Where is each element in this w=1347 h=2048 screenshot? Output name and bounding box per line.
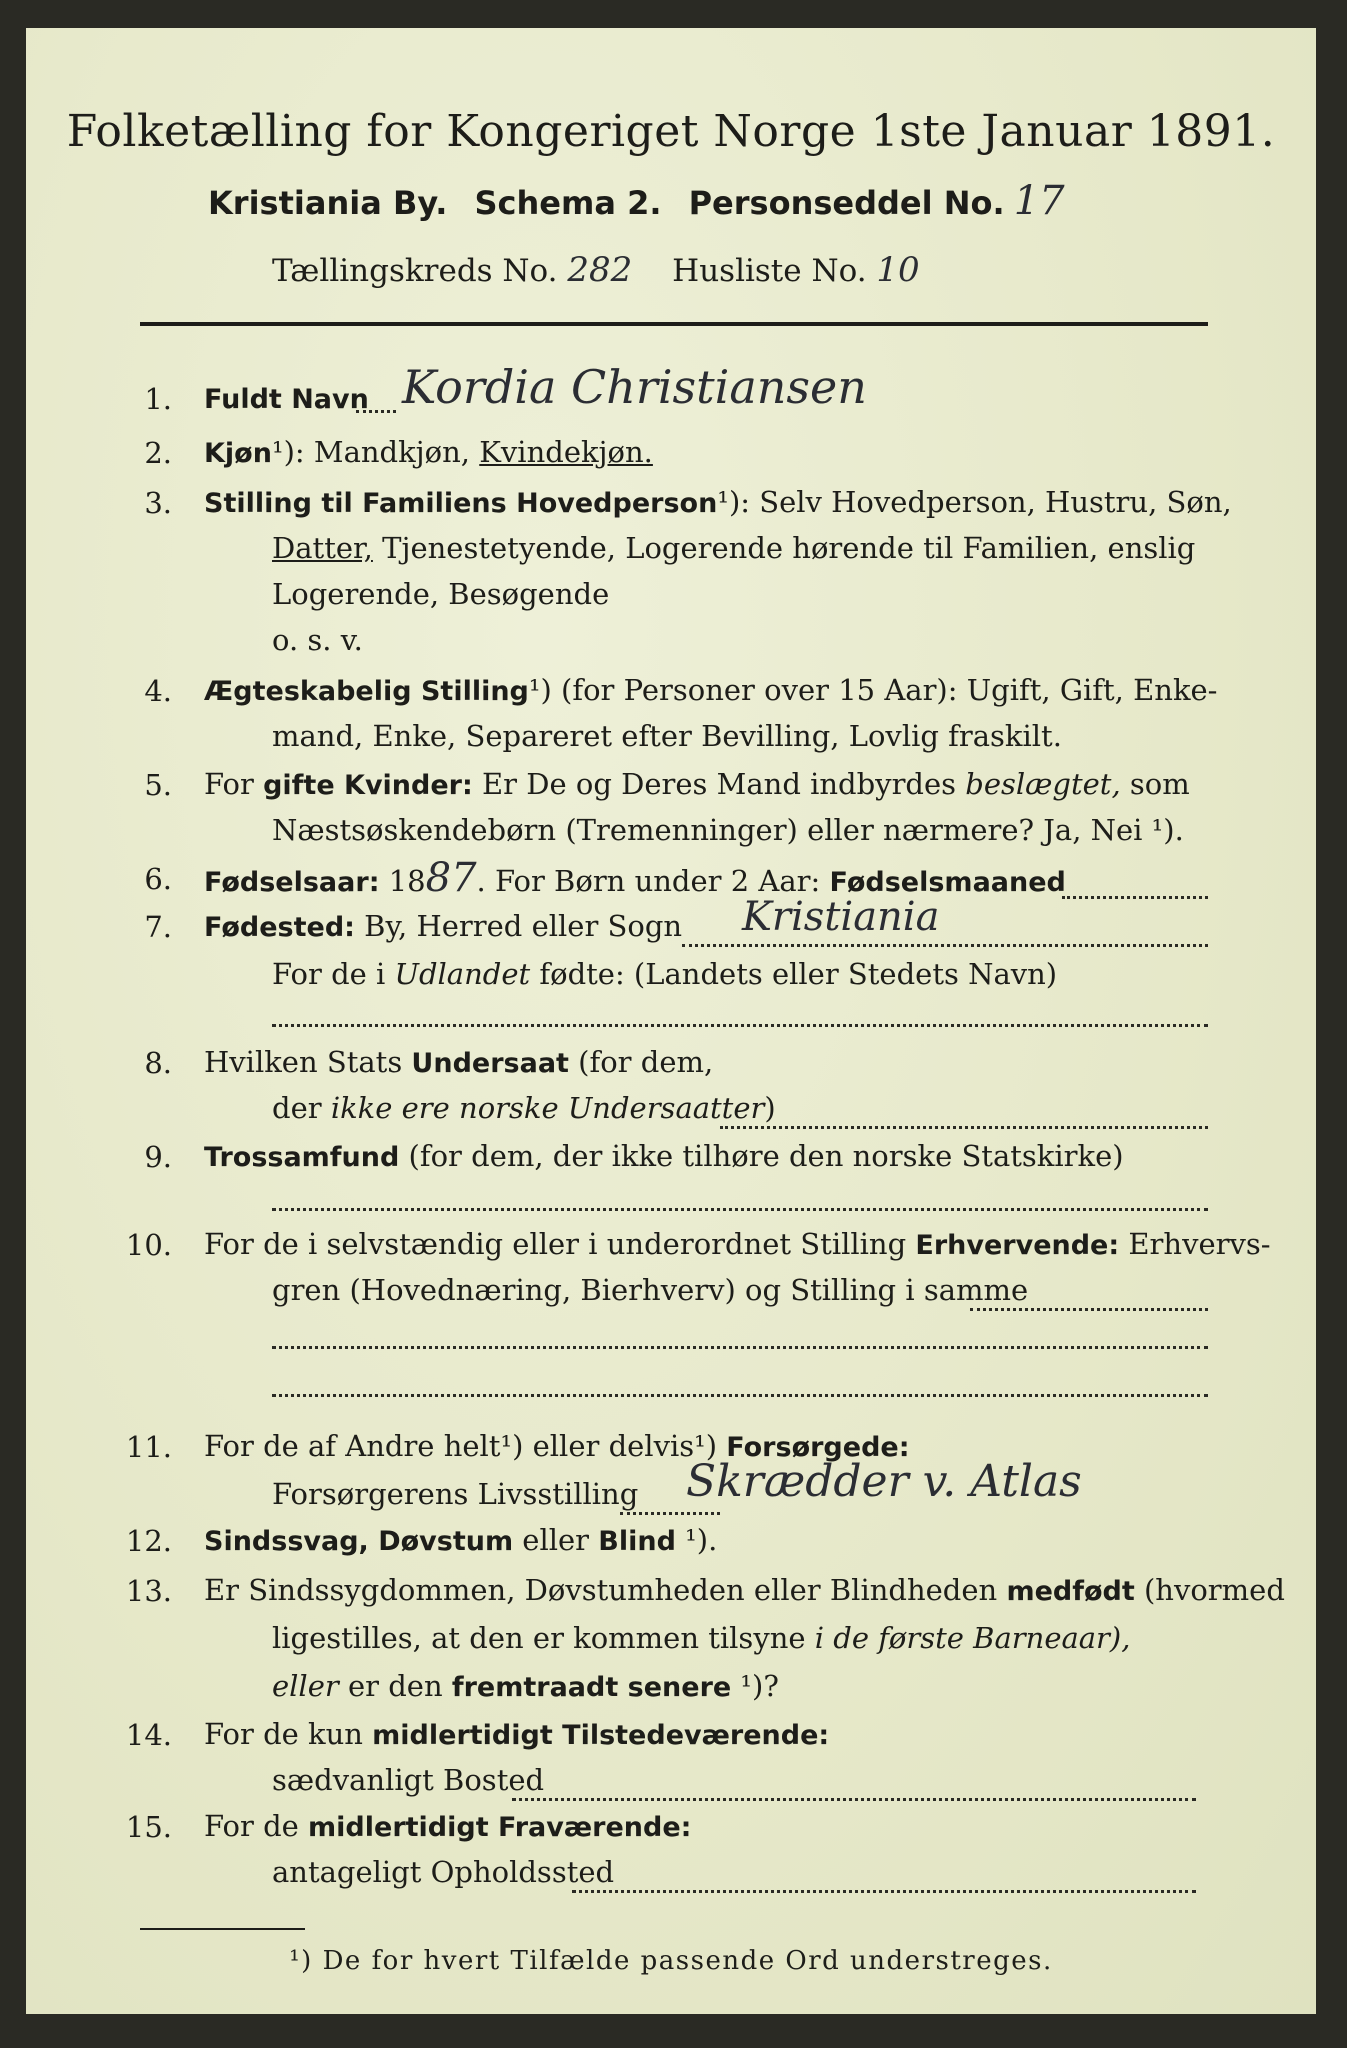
item-9-text: Trossamfund (for dem, der ikke tilhøre den norske Statskirke) bbox=[204, 1139, 1124, 1173]
item-number: 1. bbox=[144, 382, 172, 416]
item-2-text: Kjøn¹): Mandkjøn, Kvindekjøn. bbox=[204, 435, 653, 469]
fill-line bbox=[272, 1394, 1208, 1397]
fill-line bbox=[272, 1208, 1208, 1211]
item-15-line-1: For de midlertidigt Fraværende: bbox=[204, 1809, 692, 1843]
item-8-line-1: Hvilken Stats Undersaat (for dem, bbox=[204, 1045, 714, 1079]
item-number: 6. bbox=[144, 862, 172, 896]
item-number: 13. bbox=[125, 1574, 172, 1608]
item-3-line-4: o. s. v. bbox=[272, 623, 363, 657]
item-number: 2. bbox=[144, 436, 172, 470]
item-14-line-2: sædvanligt Bosted bbox=[272, 1763, 545, 1797]
item-10-line-2: gren (Hovednæring, Bierhverv) og Stilling i samme bbox=[272, 1273, 1029, 1307]
fill-line bbox=[272, 1346, 1208, 1349]
item-7-line-2: For de i Udlandet fødte: (Landets eller Stedets Navn) bbox=[272, 957, 1058, 991]
item-number: 9. bbox=[144, 1140, 172, 1174]
item-number: 4. bbox=[144, 674, 172, 708]
header-rule bbox=[140, 322, 1208, 326]
personseddel-value: 17 bbox=[1013, 178, 1065, 224]
fill-line bbox=[720, 1126, 1208, 1129]
item-1-label: Fuldt Navn bbox=[204, 384, 369, 415]
item-7-line-1: Fødested: By, Herred eller Sogn bbox=[204, 909, 683, 943]
item-number: 8. bbox=[144, 1046, 172, 1080]
kreds-row bbox=[272, 250, 920, 290]
item-number: 5. bbox=[144, 768, 172, 802]
fill-line bbox=[572, 1890, 1196, 1893]
birth-year-handwriting: 87 bbox=[425, 855, 477, 901]
fill-line bbox=[970, 1308, 1208, 1311]
fill-line bbox=[272, 1024, 1208, 1027]
item-4-line-1: Ægteskabelig Stilling¹) (for Personer over 15 Aar): Ugift, Gift, Enke- bbox=[204, 673, 1218, 707]
husliste-value: 10 bbox=[876, 250, 920, 290]
husliste-label: Husliste No. bbox=[672, 253, 867, 289]
item-6-text: Fødselsaar: 1887. For Børn under 2 Aar: Fødselsmaaned bbox=[204, 855, 1066, 901]
item-12-text: Sindssvag, Døvstum eller Blind ¹). bbox=[204, 1523, 718, 1557]
item-13-line-2: ligestilles, at den er kommen tilsyne i de første Barneaar), bbox=[272, 1621, 1131, 1655]
item-14-line-1: For de kun midlertidigt Tilstedeværende: bbox=[204, 1717, 830, 1751]
item-3-line-2: Datter, Tjenestetyende, Logerende hørende til Familien, enslig bbox=[272, 531, 1196, 565]
item-number: 7. bbox=[144, 910, 172, 944]
fill-line bbox=[620, 1512, 720, 1515]
item-number: 15. bbox=[125, 1810, 172, 1844]
item-15-line-2: antageligt Opholdssted bbox=[272, 1855, 615, 1889]
name-handwriting: Kordia Christiansen bbox=[402, 360, 867, 414]
item-11-line-1: For de af Andre helt¹) eller delvis¹) Forsørgede: bbox=[204, 1429, 910, 1463]
item-13-line-3: eller er den fremtraadt senere ¹)? bbox=[272, 1669, 779, 1703]
fill-line bbox=[1062, 896, 1208, 899]
fill-line bbox=[356, 410, 396, 413]
schema-label: Schema 2. bbox=[474, 184, 662, 222]
footnote: ¹) De for hvert Tilfælde passende Ord understreges. bbox=[289, 1946, 1053, 1976]
personseddel-label: Personseddel No. bbox=[688, 184, 1005, 222]
item-number: 10. bbox=[125, 1228, 172, 1262]
item-3-line-3: Logerende, Besøgende bbox=[272, 577, 610, 611]
item-4-line-2: mand, Enke, Separeret efter Bevilling, Lovlig fraskilt. bbox=[272, 719, 1062, 753]
fill-line bbox=[682, 944, 1208, 947]
kreds-value: 282 bbox=[567, 250, 633, 290]
fill-line bbox=[512, 1798, 1196, 1801]
item-5-line-2: Næstsøskendebørn (Tremenninger) eller nærmere? Ja, Nei ¹). bbox=[272, 813, 1184, 847]
census-form-sheet bbox=[26, 28, 1316, 2014]
city-label: Kristiania By. bbox=[208, 184, 448, 222]
item-8-line-2: der ikke ere norske Undersaatter) bbox=[272, 1091, 776, 1125]
item-number: 12. bbox=[125, 1524, 172, 1558]
item-number: 3. bbox=[144, 486, 172, 520]
kreds-label: Tællingskreds No. bbox=[272, 253, 558, 289]
form-subheader bbox=[208, 178, 1065, 224]
item-number: 11. bbox=[125, 1430, 172, 1464]
item-11-line-2: Forsørgerens Livsstilling bbox=[272, 1477, 639, 1511]
birthplace-handwriting: Kristiania bbox=[742, 894, 940, 940]
footnote-rule bbox=[140, 1928, 305, 1930]
item-5-line-1: For gifte Kvinder: Er De og Deres Mand indbyrdes beslægtet, som bbox=[204, 767, 1190, 801]
item-13-line-1: Er Sindssygdommen, Døvstumheden eller Blindheden medfødt (hvormed bbox=[204, 1573, 1285, 1607]
provider-occupation-handwriting: Skrædder v. Atlas bbox=[686, 1456, 1082, 1507]
item-3-line-1: Stilling til Familiens Hovedperson¹): Selv Hovedperson, Hustru, Søn, bbox=[204, 485, 1232, 519]
item-number: 14. bbox=[125, 1718, 172, 1752]
item-10-line-1: For de i selvstændig eller i underordnet Stilling Erhvervende: Erhvervs- bbox=[204, 1227, 1271, 1261]
form-title: Folketælling for Kongeriget Norge 1ste Januar 1891. bbox=[66, 106, 1276, 157]
